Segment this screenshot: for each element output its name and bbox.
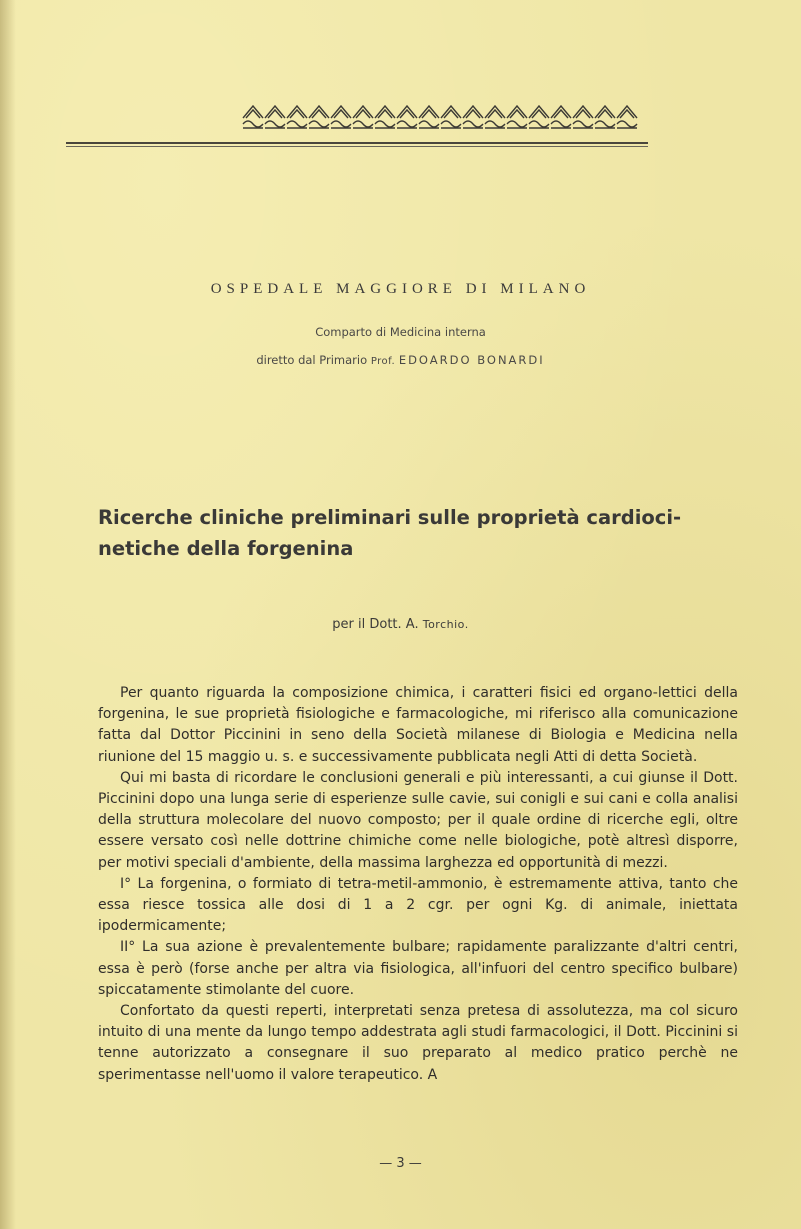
director-prefix: diretto dal Primario [256,353,371,367]
paragraph: Confortato da questi reperti, interpretati senza pretesa di assolutezza, ma col sicuro intuito di una mente da lungo tempo addestrata agli studi farmacologici, il Dott. Piccinini si tenne autorizzato a consegnare il suo preparato al medico pratico perchè ne sperimentasse nell'uomo il valore terapeutico. A [98,1003,738,1083]
page-number: — 3 — [379,1156,422,1171]
header-rule-thin [66,146,648,147]
director-name: EDOARDO BONARDI [398,353,545,367]
director-line [0,353,801,367]
paragraph: I° La forgenina, o formiato di tetra-metil-ammonio, è estremamente attiva, tanto che essa riesce tossica alle dosi di 1 a 2 cgr. per ogni Kg. di animale, iniettata ipodermicamente; [98,875,738,935]
page-edge-shadow [0,0,16,1229]
director-title: Prof. [370,356,396,367]
article-title: Ricerche cliniche preliminari sulle proprietà cardioci- netiche della forgenina [98,506,682,560]
header-rule [66,142,648,144]
author-line [0,617,801,632]
body-text [98,683,738,1086]
author-surname: Torchio. [422,618,469,631]
department-line: Comparto di Medicina interna [315,325,486,339]
author-prefix: per il Dott. A. [332,617,423,632]
paragraph: II° La sua azione è prevalentemente bulbare; rapidamente paralizzante d'altri centri, essa è però (forse anche per altra via fisiologica, all'infuori del centro specifico bulbare) spiccatamente stimolante del cuore. [98,939,738,998]
paragraph: Per quanto riguarda la composizione chimica, i caratteri fisici ed organo-lettici della forgenina, le sue proprietà fisiologiche e farmacologiche, mi riferisco alla comunicazione fatta dal Dottor Piccinini in seno della Società milanese di Biologia e Medicina nella riunione del 15 maggio u. s. e successivamente pubblicata negli Atti di detta Società. [98,685,738,765]
hospital-name: OSPEDALE MAGGIORE DI MILANO [210,281,591,297]
paragraph: Qui mi basta di ricordare le conclusioni generali e più interessanti, a cui giunse il Dott. Piccinini dopo una lunga serie di esperienze sulle cavie, sui conigli e sui cani e colla analisi della struttura molecolare del nuovo composto; per il quale ordine di ricerche egli, oltre essere versato così nelle dottrine chimiche come nelle biologiche, potè altresì disporre, per motivi speciali d'ambiente, della massima larghezza ed opportunità di mezzi. [98,769,738,871]
ornamental-border [242,102,642,132]
